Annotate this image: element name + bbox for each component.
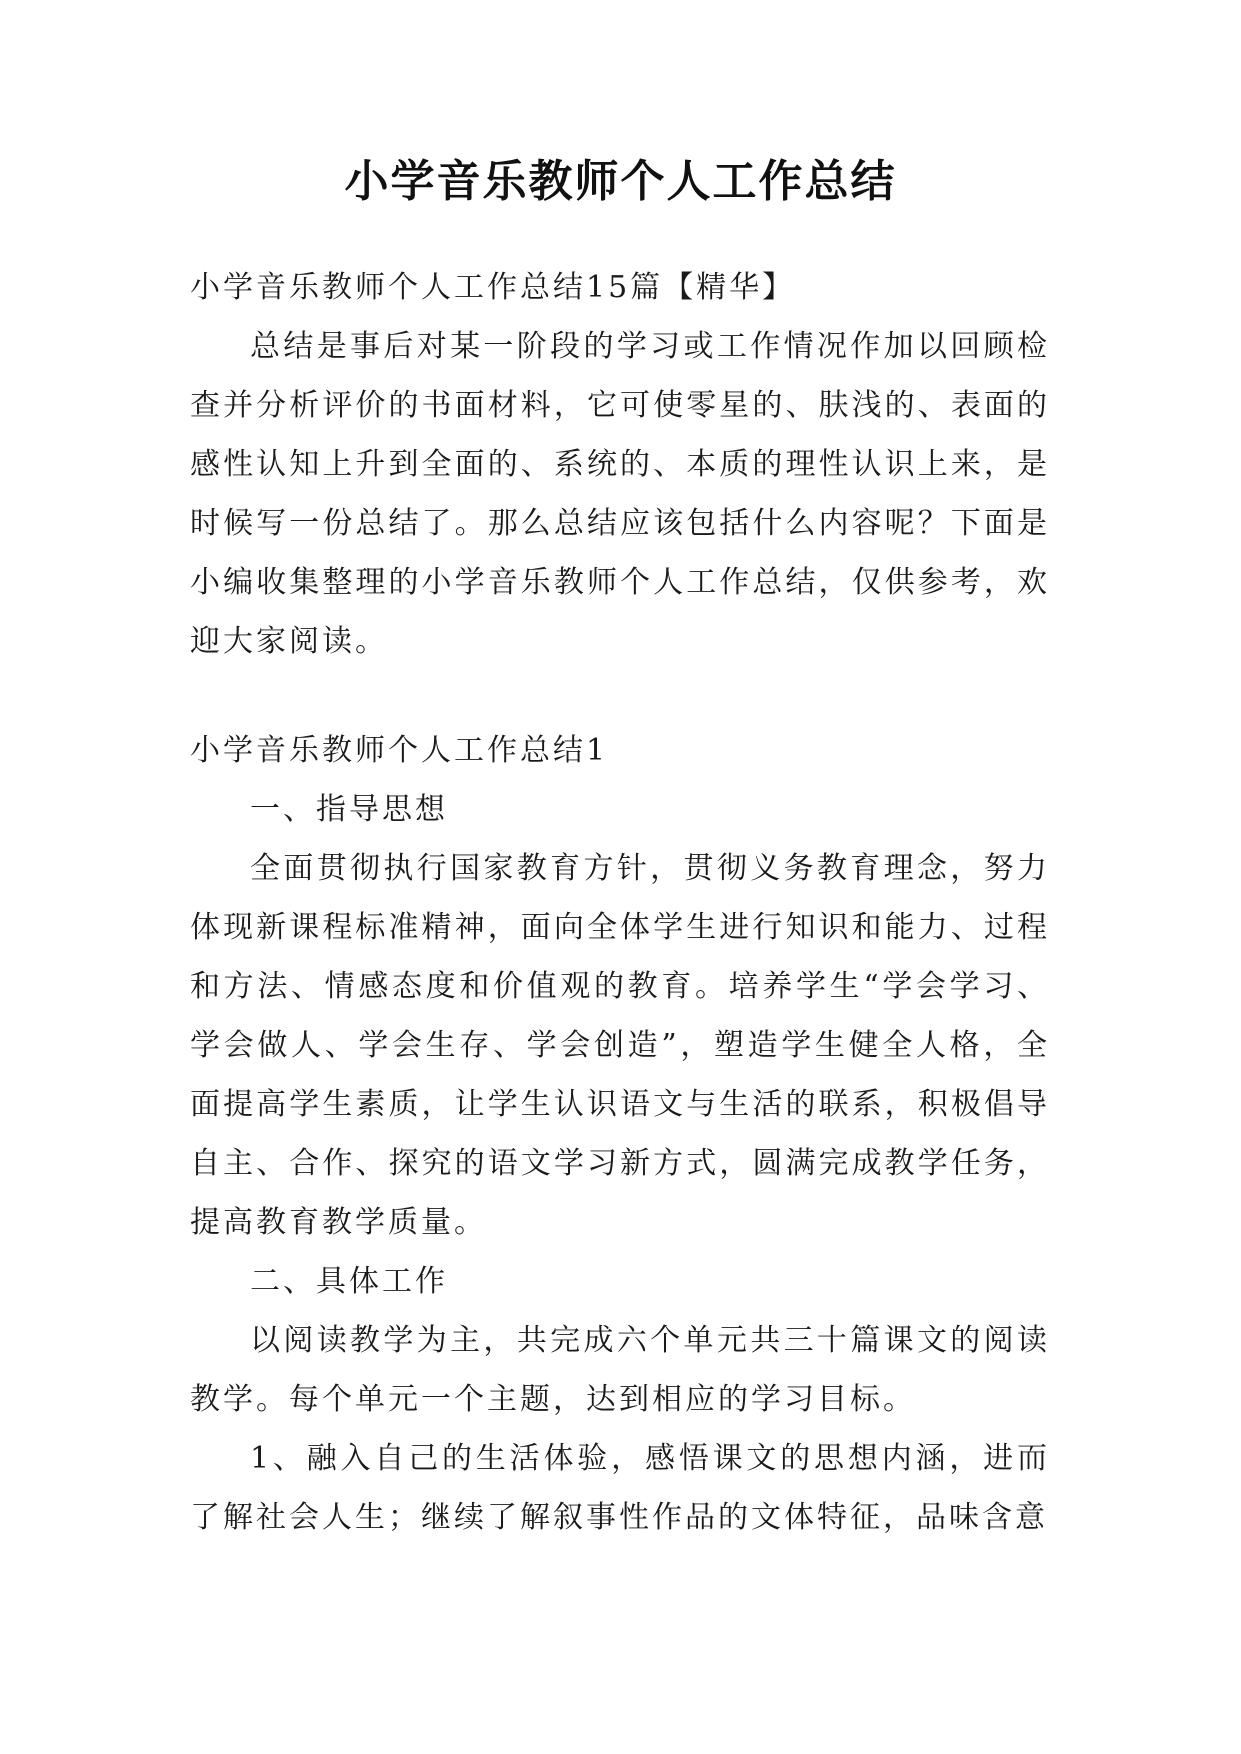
item1-paragraph: 1、融入自己的生活体验，感悟课文的思想内涵，进而了解社会人生；继续了解叙事性作品的文体特征，品味含意	[190, 1441, 1050, 1535]
part1-heading: 一、指导思想	[250, 792, 448, 827]
part2-paragraph: 以阅读教学为主，共完成六个单元共三十篇课文的阅读教学。每个单元一个主题，达到相应的学习目标。	[190, 1323, 1050, 1417]
document-title: 小学音乐教师个人工作总结	[344, 156, 897, 207]
intro-paragraph: 总结是事后对某一阶段的学习或工作情况作加以回顾检查并分析评价的书面材料，它可使零星的、肤浅的、表面的感性认知上升到全面的、系统的、本质的理性认识上来，是时候写一份总结了。那么总结应该包括什么内容呢？下面是小编收集整理的小学音乐教师个人工作总结，仅供参考，欢迎大家阅读。	[190, 329, 1050, 659]
part2-heading: 二、具体工作	[250, 1264, 448, 1299]
section-heading: 小学音乐教师个人工作总结1	[190, 733, 609, 768]
document-body	[190, 258, 1050, 1547]
part1-paragraph: 全面贯彻执行国家教育方针，贯彻义务教育理念，努力体现新课程标准精神，面向全体学生进行知识和能力、过程和方法、情感态度和价值观的教育。培养学生“学会学习、学会做人、学会生存、学会创造”，塑造学生健全人格，全面提高学生素质，让学生认识语文与生活的联系，积极倡导自主、合作、探究的语文学习新方式，圆满完成教学任务，提高教育教学质量。	[190, 851, 1050, 1240]
document-subtitle: 小学音乐教师个人工作总结15篇【精华】	[190, 270, 796, 305]
paragraph-gap	[190, 671, 1050, 721]
